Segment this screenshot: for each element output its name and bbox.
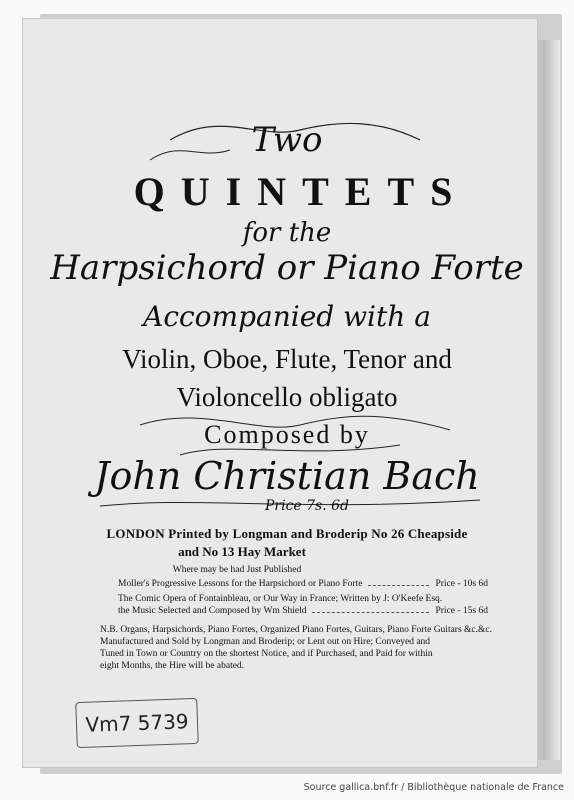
source-credit: Source gallica.bnf.fr / Bibliothèque nationale de France: [303, 782, 564, 793]
advert-item-2-line-1: The Comic Opera of Fontainbleau, or Our Way in France; Written by J: O'Keefe Esq.: [118, 594, 443, 604]
nb-line-4: eight Months, the Hire will be abated.: [100, 661, 245, 671]
advert-item-2-price: Price - 15s 6d: [435, 606, 488, 616]
advert-heading: Where may be had Just Published: [172, 565, 302, 575]
advert-item-2: [118, 606, 488, 616]
advert-item-1: [118, 579, 488, 589]
title-instrument: Harpsichord or Piano Forte: [50, 248, 524, 288]
advert-item-1-price: Price - 10s 6d: [435, 579, 488, 589]
nb-line-1: N.B. Organs, Harpsichords, Piano Fortes, Organized Piano Fortes, Guitars, Piano Forte Guitars &c.&c.: [100, 625, 493, 635]
title-quintets: QUINTETS: [133, 169, 469, 214]
title-for-the: for the: [242, 218, 332, 248]
leader-dots: [312, 606, 429, 613]
leader-dots: [368, 579, 429, 586]
nota-bene: [100, 624, 500, 672]
imprint-line-1: LONDON Printed by Longman and Broderip No 26 Cheapside: [106, 526, 468, 541]
nb-line-2: Manufactured and Sold by Longman and Broderip; or Lent out on Hire; Conveyed and: [100, 637, 431, 647]
title-two: Two: [251, 120, 323, 160]
nb-line-3: Tuned in Town or Country on the shortest Notice, and if Purchased, and Paid for within: [100, 649, 433, 659]
title-instruments-list: Violin, Oboe, Flute, Tenor and: [122, 344, 452, 374]
composer-name: John Christian Bach: [94, 454, 480, 498]
title-accompanied: Accompanied with a: [143, 300, 431, 333]
advert-item-2-line-2: the Music Selected and Composed by Wm Shield: [118, 606, 307, 616]
imprint-line-2: and No 13 Hay Market: [178, 544, 306, 559]
library-shelfmark-stamp: Vm7 5739: [75, 698, 199, 748]
title-composed-by: Composed by: [204, 420, 370, 449]
advert-item-1-title: Moller's Progressive Lessons for the Harpsichord or Piano Forte: [118, 579, 363, 589]
price: Price 7s. 6d: [264, 498, 350, 514]
title-violoncello: Violoncello obligato: [176, 382, 398, 412]
